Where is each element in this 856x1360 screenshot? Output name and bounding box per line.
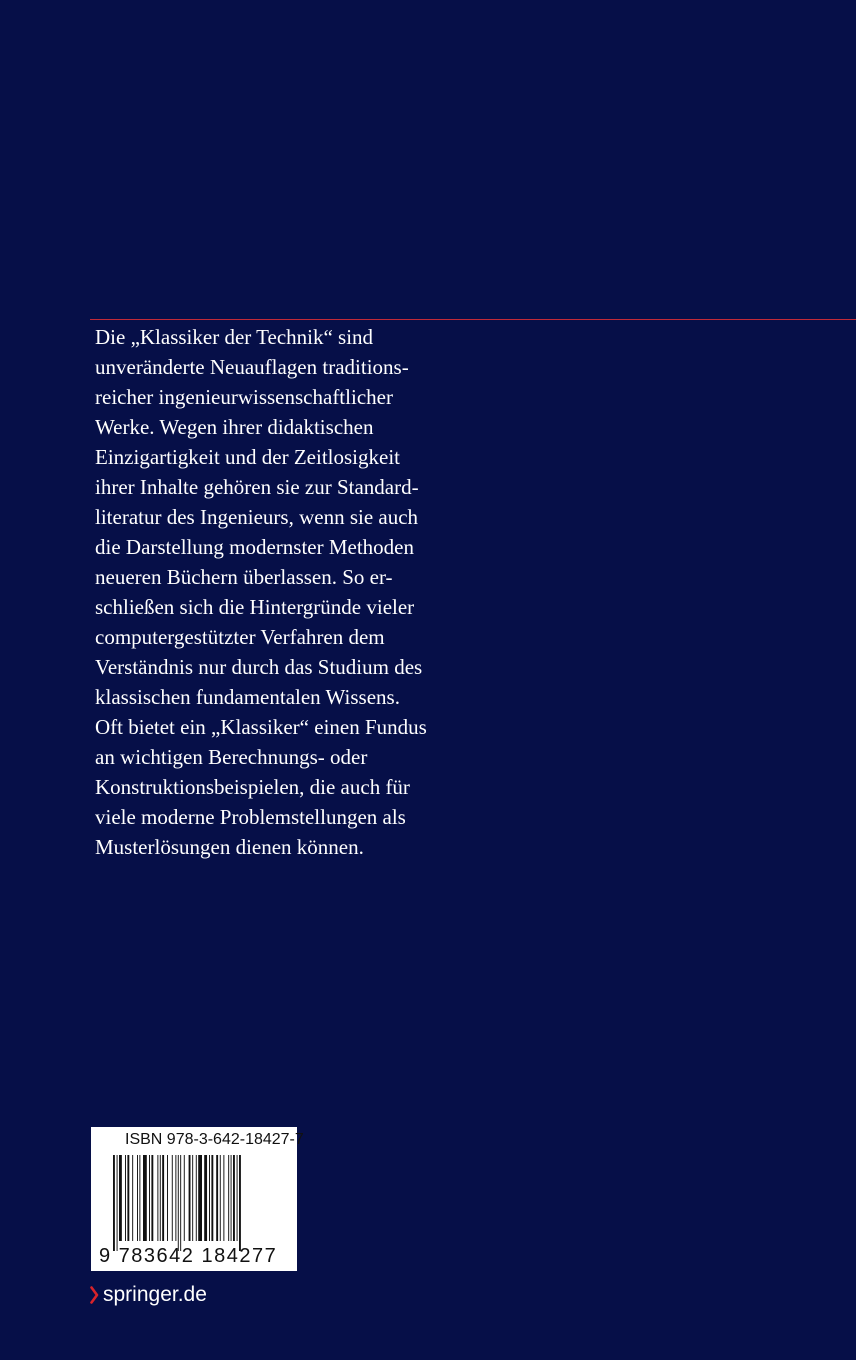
barcode-bar [184, 1155, 185, 1241]
publisher-website[interactable] [90, 1283, 207, 1307]
blurb-line: an wichtigen Berechnungs- oder [95, 745, 368, 769]
barcode-bar [119, 1155, 122, 1241]
barcode-bar [198, 1155, 202, 1241]
website-label: springer.de [103, 1283, 207, 1306]
barcode-bar [157, 1155, 158, 1241]
barcode-bar [160, 1155, 161, 1241]
blurb-line: Die „Klassiker der Technik“ sind [95, 325, 374, 349]
barcode-bar [162, 1155, 164, 1241]
blurb-line: Verständnis nur durch das Studium des [95, 655, 423, 679]
barcode-bar [127, 1155, 129, 1241]
barcode-bar [237, 1155, 238, 1241]
blurb-line: reicher ingenieurwissenschaftlicher [95, 385, 393, 409]
blurb-line: neueren Büchern überlassen. So er- [95, 565, 393, 589]
barcode-bar [113, 1155, 115, 1251]
barcode-bar [192, 1155, 193, 1241]
isbn-barcode [91, 1127, 304, 1271]
barcode-bar [233, 1155, 235, 1241]
blurb-line: schließen sich die Hintergründe vieler [95, 595, 415, 619]
blurb-line: Oft bietet ein „Klassiker“ einen Fundus [95, 715, 427, 739]
blurb-text [95, 322, 475, 862]
barcode-bar [143, 1155, 147, 1241]
isbn-label: ISBN 978-3-642-18427-7 [125, 1131, 304, 1148]
barcode-bar [117, 1155, 118, 1251]
blurb-line: unveränderte Neuauflagen traditions- [95, 355, 409, 379]
barcode-bar [167, 1155, 168, 1241]
blurb-line: Konstruktionsbeispielen, die auch für [95, 775, 410, 799]
blurb-line: klassischen fundamentalen Wissens. [95, 685, 400, 709]
blurb-line: literatur des Ingenieurs, wenn sie auch [95, 505, 419, 529]
barcode-bar [180, 1155, 181, 1251]
barcode-bar [172, 1155, 173, 1241]
chevron-right-icon [90, 1286, 99, 1304]
red-divider-line [90, 319, 856, 320]
barcode-bar [211, 1155, 213, 1241]
barcode-bar [239, 1155, 241, 1251]
barcode-bar [178, 1155, 179, 1251]
barcode-bar [175, 1155, 176, 1241]
barcode-bar [196, 1155, 197, 1241]
barcode-bar [223, 1155, 224, 1241]
ean-digits: 9 783642 184277 [99, 1245, 278, 1267]
blurb-line: viele moderne Problemstellungen als [95, 805, 406, 829]
barcode-bar [125, 1155, 126, 1241]
barcode-bar [231, 1155, 232, 1241]
barcode-bar [204, 1155, 207, 1241]
barcode-bar [149, 1155, 150, 1241]
blurb-line: Einzigartigkeit und der Zeitlosigkeit [95, 445, 401, 469]
barcode-bar [216, 1155, 218, 1241]
barcode-bar [220, 1155, 221, 1241]
blurb-line: computergestützter Verfahren dem [95, 625, 385, 649]
barcode-bar [151, 1155, 153, 1241]
blurb-line: Musterlösungen dienen können. [95, 835, 364, 859]
barcode-bar [132, 1155, 133, 1241]
barcode-bar [139, 1155, 140, 1241]
blurb-line: die Darstellung modernster Methoden [95, 535, 414, 559]
blurb-line: Werke. Wegen ihrer didaktischen [95, 415, 374, 439]
barcode-bar [189, 1155, 191, 1241]
barcode-bar [209, 1155, 210, 1241]
barcode-bar [137, 1155, 138, 1241]
barcode-bar [228, 1155, 229, 1241]
barcode-bars [113, 1155, 287, 1251]
blurb-line: ihrer Inhalte gehören sie zur Standard- [95, 475, 419, 499]
